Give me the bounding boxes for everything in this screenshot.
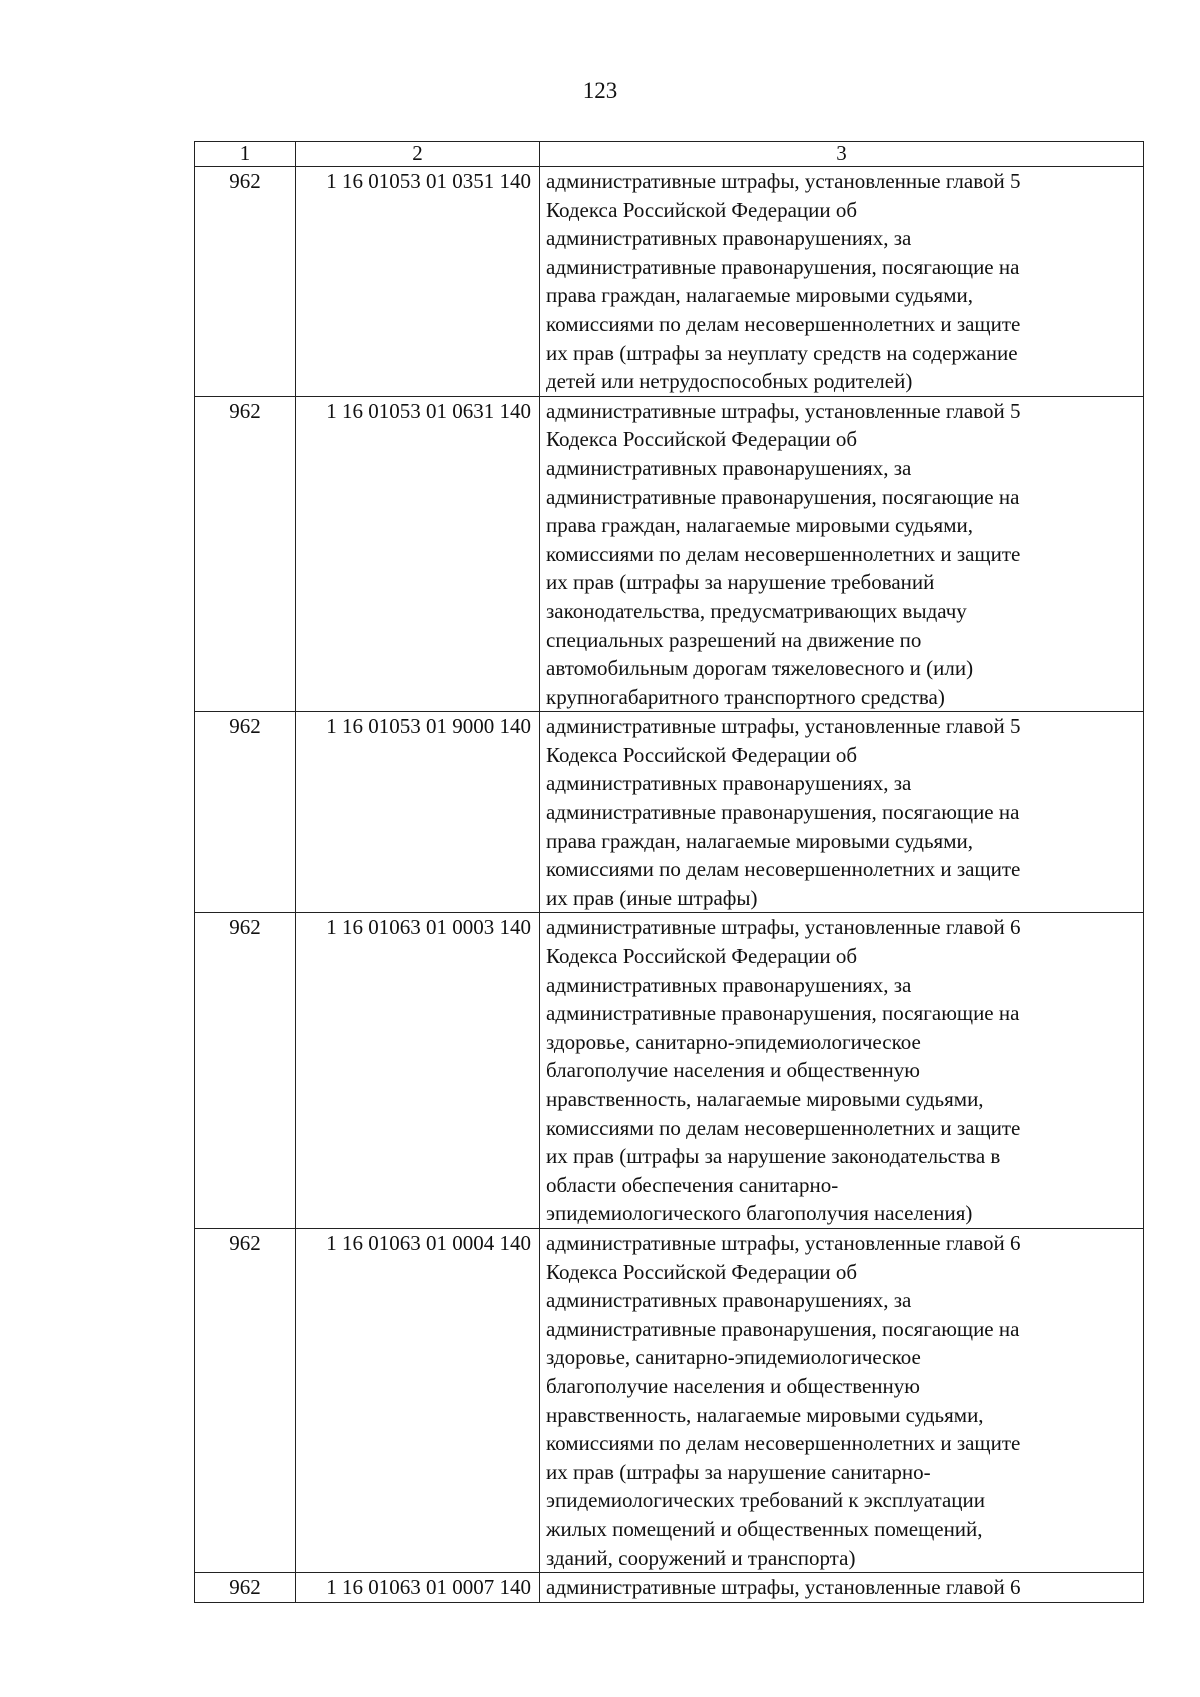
description-line: административные правонарушения, посягающие на [546, 254, 1020, 279]
description-cell [540, 1573, 1144, 1603]
description-line: здоровье, санитарно-эпидемиологическое [546, 1029, 921, 1054]
description-line: административных правонарушениях, за [546, 972, 912, 997]
description-line: нравственность, налагаемые мировыми судьями, [546, 1087, 984, 1111]
budget-code-cell: 1 16 01053 01 0631 140 [296, 396, 540, 712]
description-line: благополучие населения и общественную [546, 1373, 920, 1398]
column-header-2: 2 [296, 142, 540, 167]
description-line: комиссиями по делам несовершеннолетних и защите [546, 311, 1021, 336]
admin-code-cell: 962 [195, 396, 296, 712]
description-line: благополучие населения и общественную [546, 1058, 920, 1083]
description-line: крупногабаритного транспортного средства) [546, 684, 945, 709]
description-line: административных правонарушениях, за [546, 455, 912, 480]
description-line: их прав (штрафы за нарушение санитарно- [546, 1459, 931, 1484]
description-line: административные штрафы, установленные главой 5 [546, 169, 1021, 193]
description-line: административные правонарушения, посягающие на [546, 1001, 1020, 1026]
description-line: административные правонарушения, посягающие на [546, 800, 1020, 825]
description-line: Кодекса Российской Федерации об [546, 742, 858, 767]
description-line: жилых помещений и общественных помещений, [546, 1516, 983, 1541]
description-line: Кодекса Российской Федерации об [546, 197, 858, 222]
page-number: 123 [582, 78, 618, 103]
description-line: административные штрафы, установленные главой 6 [546, 1230, 1021, 1255]
table-header-row [195, 142, 1144, 167]
description-line: комиссиями по делам несовершеннолетних и защите [546, 541, 1021, 566]
description-line: эпидемиологического благополучия населения) [546, 1201, 973, 1226]
description-line: Кодекса Российской Федерации об [546, 427, 858, 452]
description-line: Кодекса Российской Федерации об [546, 944, 858, 969]
description-line: административные штрафы, установленные главой 5 [546, 398, 1021, 423]
column-header-3: 3 [540, 142, 1144, 167]
description-line: законодательства, предусматривающих выдачу [546, 598, 967, 623]
budget-code-cell: 1 16 01053 01 0351 140 [296, 167, 540, 397]
table-row [195, 1573, 1144, 1603]
admin-code-cell: 962 [195, 913, 296, 1229]
description-line: административные правонарушения, посягающие на [546, 484, 1020, 509]
description-line: специальных разрешений на движение по [546, 627, 922, 652]
description-line: их прав (штрафы за неуплату средств на содержание [546, 340, 1018, 365]
description-cell [540, 712, 1144, 913]
description-line: Кодекса Российской Федерации об [546, 1259, 858, 1284]
description-line: эпидемиологических требований к эксплуатации [546, 1488, 986, 1513]
budget-code-cell: 1 16 01063 01 0004 140 [296, 1228, 540, 1572]
description-line: административных правонарушениях, за [546, 771, 912, 796]
description-line: зданий, сооружений и транспорта) [546, 1545, 856, 1570]
description-line: их прав (штрафы за нарушение законодательства в [546, 1144, 1001, 1169]
table-row [195, 1228, 1144, 1572]
description-line: административные штрафы, установленные главой 5 [546, 714, 1021, 739]
description-line: административные штрафы, установленные главой 6 [546, 915, 1021, 940]
admin-code-cell: 962 [195, 1573, 296, 1603]
description-line: детей или нетрудоспособных родителей) [546, 369, 913, 394]
description-cell [540, 396, 1144, 712]
table-row [195, 396, 1144, 712]
description-line: нравственность, налагаемые мировыми судьями, [546, 1402, 984, 1427]
description-line: комиссиями по делам несовершеннолетних и защите [546, 1115, 1021, 1140]
column-header-1: 1 [195, 142, 296, 167]
description-line: права граждан, налагаемые мировыми судьями, [546, 828, 973, 853]
description-cell [540, 1228, 1144, 1572]
description-line: права граждан, налагаемые мировыми судьями, [546, 513, 973, 538]
description-line: автомобильным дорогам тяжеловесного и (или) [546, 656, 974, 681]
description-line: административные правонарушения, посягающие на [546, 1316, 1020, 1341]
budget-codes-table [194, 141, 1144, 1603]
table-row [195, 712, 1144, 913]
description-line: здоровье, санитарно-эпидемиологическое [546, 1345, 921, 1370]
description-line: комиссиями по делам несовершеннолетних и защите [546, 857, 1021, 882]
description-line: их прав (штрафы за нарушение требований [546, 570, 935, 595]
table-row [195, 913, 1144, 1229]
table-body [195, 167, 1144, 1603]
description-line: области обеспечения санитарно- [546, 1172, 839, 1197]
budget-code-cell: 1 16 01063 01 0003 140 [296, 913, 540, 1229]
description-cell [540, 167, 1144, 397]
budget-code-cell: 1 16 01063 01 0007 140 [296, 1573, 540, 1603]
description-line: административных правонарушениях, за [546, 226, 912, 251]
admin-code-cell: 962 [195, 712, 296, 913]
description-line: права граждан, налагаемые мировыми судьями, [546, 283, 973, 308]
description-line: административных правонарушениях, за [546, 1288, 912, 1313]
description-line: комиссиями по делам несовершеннолетних и защите [546, 1431, 1021, 1456]
description-cell [540, 913, 1144, 1229]
table-row [195, 167, 1144, 397]
description-line: их прав (иные штрафы) [546, 885, 758, 910]
admin-code-cell: 962 [195, 1228, 296, 1572]
description-line: административные штрафы, установленные главой 6 [546, 1575, 1021, 1600]
budget-code-cell: 1 16 01053 01 9000 140 [296, 712, 540, 913]
admin-code-cell: 962 [195, 167, 296, 397]
